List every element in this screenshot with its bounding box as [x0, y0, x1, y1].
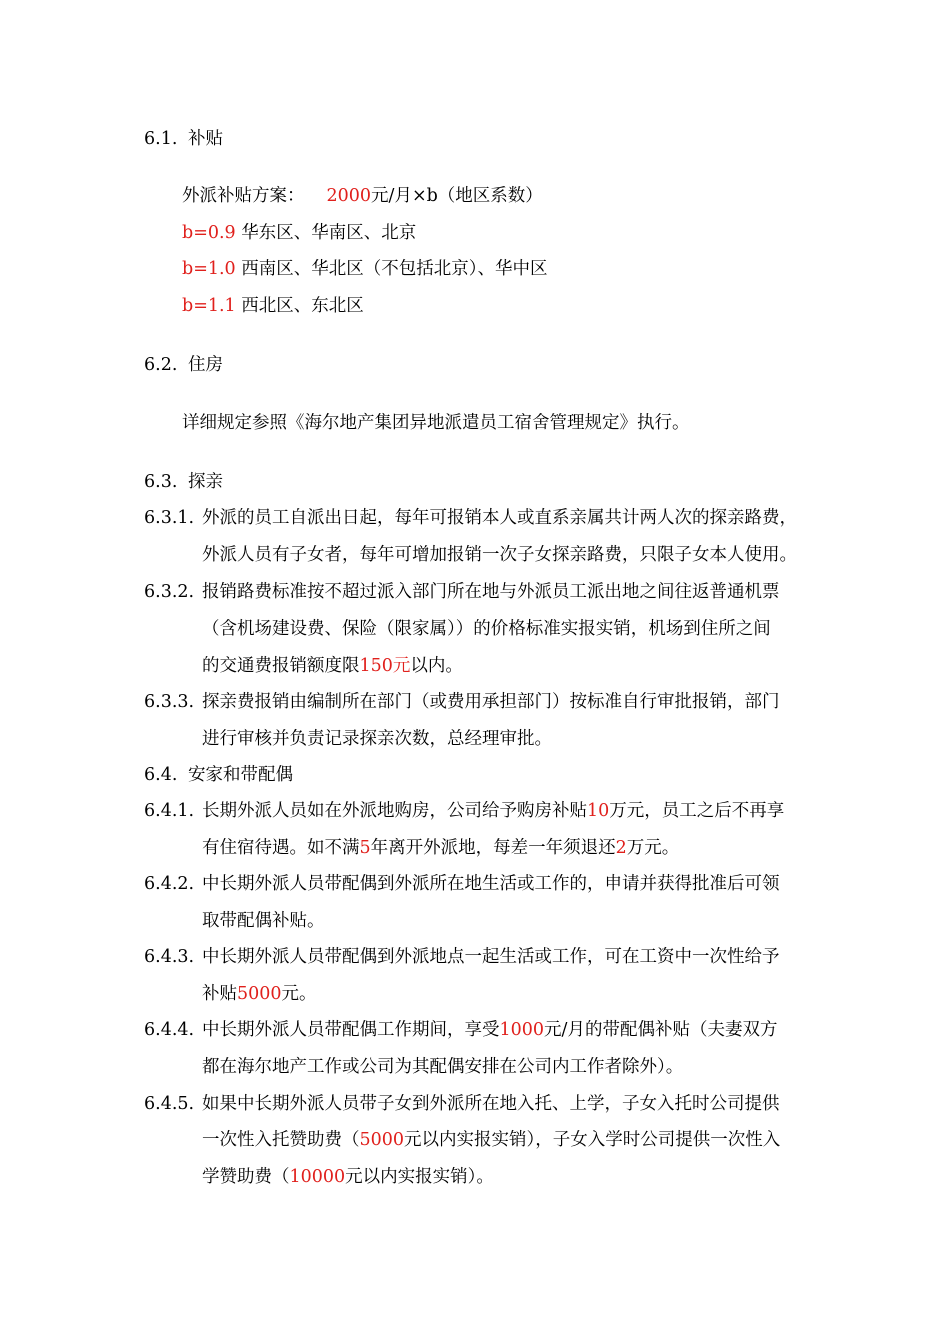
- clause-text: 报销路费标准按不超过派入部门所在地与外派员工派出地之间往返普通机票: [202, 582, 780, 602]
- clause-number: 6.3.3.: [144, 692, 195, 712]
- section-title: 探亲: [188, 472, 223, 492]
- coefficient-row: [182, 221, 416, 245]
- housing-text: 详细规定参照《海尔地产集团异地派遣员工宿舍管理规定》执行。: [182, 413, 690, 433]
- clause-6-4-5-line3: [202, 1165, 494, 1189]
- coefficient-regions: 西南区、华北区（不包括北京）、华中区: [241, 259, 548, 279]
- plan-amount: 2000: [326, 186, 372, 206]
- section-heading-6-3: [144, 470, 223, 494]
- clause-6-4-1-line2: [202, 836, 679, 860]
- clause-number: 6.4.4.: [144, 1020, 195, 1040]
- section-number: 6.1.: [144, 129, 178, 149]
- coefficient-value: b=1.0: [182, 259, 236, 279]
- clause-text: 的交通费报销额度限: [202, 656, 360, 676]
- clause-6-3-2-line2: （含机场建设费、保险（限家属））的价格标准实报实销，机场到住所之间: [202, 619, 771, 639]
- section-title: 住房: [188, 355, 223, 375]
- coefficient-row: [182, 294, 364, 318]
- highlight-amount: 10: [587, 801, 610, 821]
- highlight-amount: 1000: [499, 1020, 545, 1040]
- clause-text: 中长期外派人员带配偶到外派地点一起生活或工作，可在工资中一次性给予: [202, 947, 780, 967]
- highlight-amount: 5000: [359, 1130, 405, 1150]
- clause-6-4-3-line1: [144, 945, 780, 969]
- clause-6-4-4-line2: 都在海尔地产工作或公司为其配偶安排在公司内工作者除外）。: [202, 1057, 684, 1077]
- clause-text: 一次性入托赞助费（: [202, 1130, 360, 1150]
- clause-text: 中长期外派人员带配偶工作期间，享受: [202, 1020, 500, 1040]
- clause-number: 6.4.5.: [144, 1094, 195, 1114]
- clause-text: 万元，员工之后不再享: [609, 801, 785, 821]
- highlight-amount: 5: [359, 838, 371, 858]
- clause-number: 6.4.2.: [144, 874, 195, 894]
- highlight-amount: 2: [615, 838, 627, 858]
- clause-text: 元/月的带配偶补贴（夫妻双方: [544, 1020, 778, 1040]
- coefficient-value: b=0.9: [182, 223, 236, 243]
- clause-text: 元。: [281, 984, 317, 1004]
- plan-label: 外派补贴方案：: [182, 186, 305, 206]
- coefficient-row: [182, 257, 548, 281]
- section-heading-6-4: [144, 763, 293, 787]
- clause-text: 以内。: [410, 656, 463, 676]
- section-title: 安家和带配偶: [188, 765, 293, 785]
- clause-6-4-3-line2: [202, 982, 317, 1006]
- clause-6-4-2-line2: 取带配偶补贴。: [202, 911, 325, 931]
- clause-6-4-1-line1: [144, 799, 784, 823]
- highlight-amount: 150元: [359, 656, 411, 676]
- clause-text: 外派的员工自派出日起，每年可报销本人或直系亲属共计两人次的探亲路费，: [202, 508, 797, 528]
- clause-6-3-3-line1: [144, 690, 780, 714]
- clause-6-4-5-line2: [202, 1128, 780, 1152]
- clause-text: 元以内实报实销），子女入学时公司提供一次性入: [404, 1130, 781, 1150]
- clause-text: 补贴: [202, 984, 237, 1004]
- clause-text: 学赞助费（: [202, 1167, 290, 1187]
- clause-6-4-2-line1: [144, 872, 780, 896]
- clause-number: 6.4.3.: [144, 947, 195, 967]
- section-heading-6-1: [144, 127, 223, 151]
- clause-text: 中长期外派人员带配偶到外派所在地生活或工作的，申请并获得批准后可领: [202, 874, 780, 894]
- coefficient-regions: 华东区、华南区、北京: [241, 223, 417, 243]
- clause-number: 6.3.2.: [144, 582, 195, 602]
- clause-6-3-3-line2: 进行审核并负责记录探亲次数，总经理审批。: [202, 729, 552, 749]
- subsidy-plan: [182, 184, 543, 208]
- coefficient-value: b=1.1: [182, 296, 236, 316]
- clause-text: 如果中长期外派人员带子女到外派所在地入托、上学，子女入托时公司提供: [202, 1094, 780, 1114]
- coefficient-regions: 西北区、东北区: [241, 296, 364, 316]
- clause-6-3-1-line1: [144, 506, 797, 530]
- section-title: 补贴: [188, 129, 223, 149]
- section-number: 6.4.: [144, 765, 178, 785]
- clause-number: 6.4.1.: [144, 801, 195, 821]
- section-number: 6.3.: [144, 472, 178, 492]
- clause-6-4-5-line1: [144, 1092, 780, 1116]
- plan-formula: 元/月×b（地区系数）: [371, 186, 543, 206]
- clause-text: 年离开外派地，每差一年须退还: [370, 838, 616, 858]
- section-number: 6.2.: [144, 355, 178, 375]
- clause-text: 长期外派人员如在外派地购房，公司给予购房补贴: [202, 801, 587, 821]
- section-heading-6-2: [144, 353, 223, 377]
- highlight-amount: 10000: [289, 1167, 346, 1187]
- highlight-amount: 5000: [237, 984, 282, 1004]
- clause-text: 元以内实报实销）。: [345, 1167, 494, 1187]
- clause-6-4-4-line1: [144, 1018, 777, 1042]
- clause-text: 探亲费报销由编制所在部门（或费用承担部门）按标准自行审批报销，部门: [202, 692, 780, 712]
- clause-6-3-2-line3: [202, 654, 463, 678]
- clause-number: 6.3.1.: [144, 508, 195, 528]
- clause-6-3-2-line1: [144, 580, 780, 604]
- clause-6-3-1-line2: 外派人员有子女者，每年可增加报销一次子女探亲路费，只限子女本人使用。: [202, 545, 797, 565]
- clause-text: 万元。: [626, 838, 680, 858]
- clause-text: 有住宿待遇。如不满: [202, 838, 360, 858]
